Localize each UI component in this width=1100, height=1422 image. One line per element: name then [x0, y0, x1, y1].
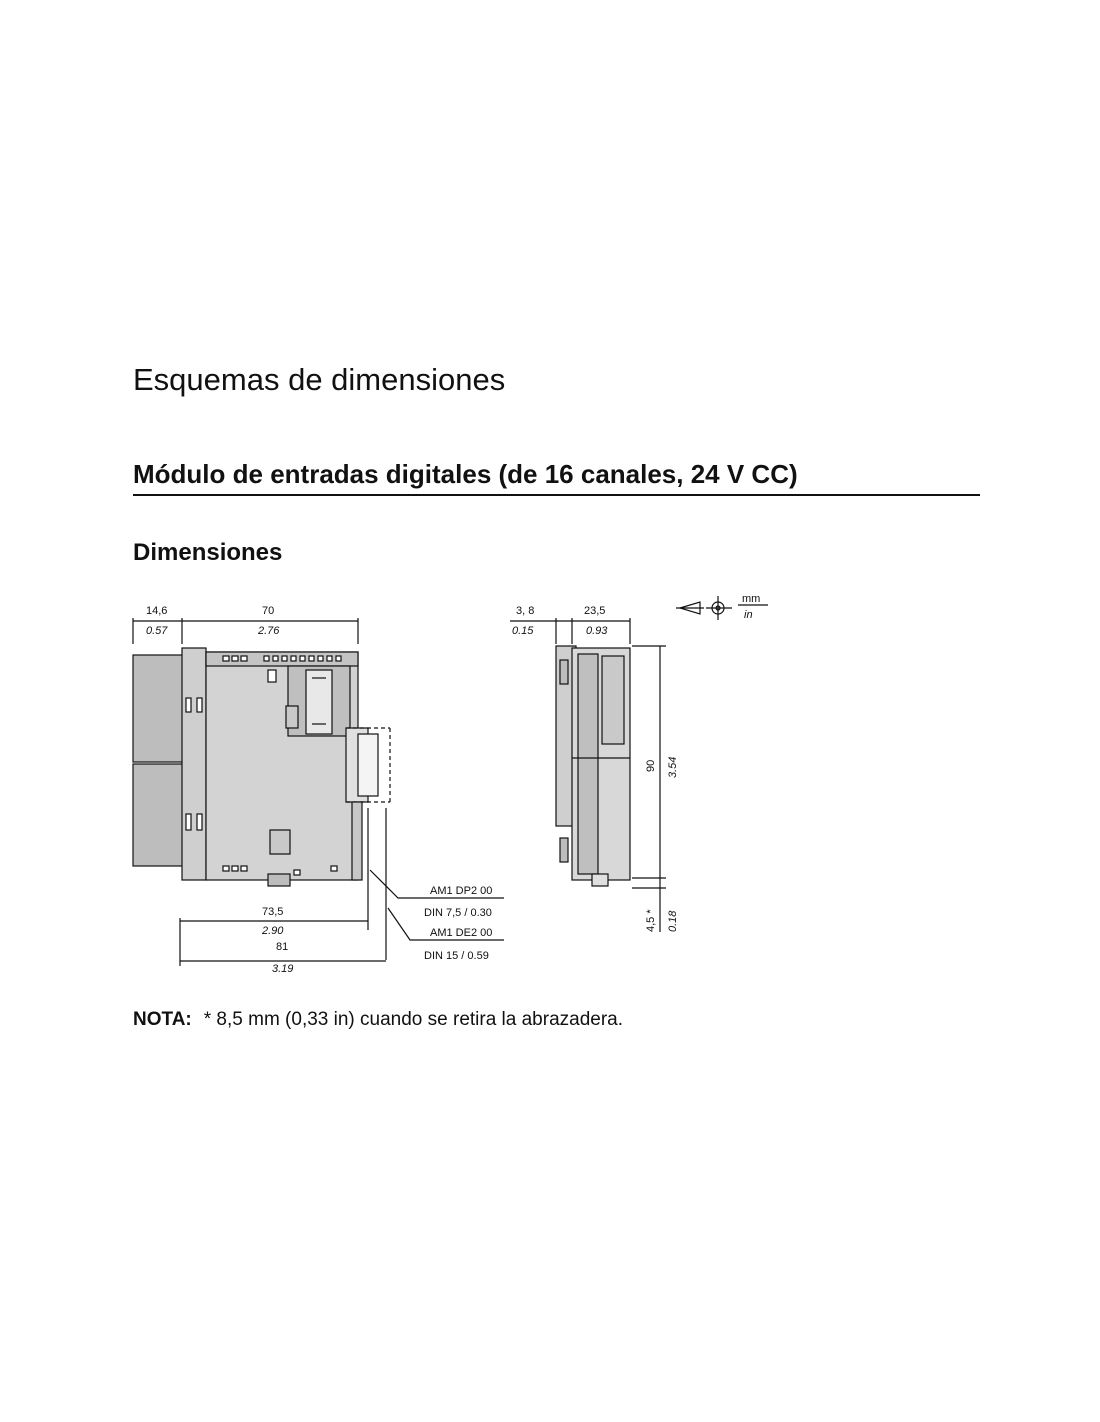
side-view-diagram — [556, 646, 630, 886]
callout-1-ref: AM1 DP2 00 — [430, 885, 493, 897]
dim-side-top-main-in: 0.93 — [586, 625, 608, 637]
dim-side-height-mm: 90 — [645, 759, 657, 772]
dim-side-top-left-in: 0.15 — [512, 625, 534, 637]
callout-1-din: DIN 7,5 / 0.30 — [424, 907, 492, 919]
dimension-drawing — [120, 588, 800, 988]
heading-rule — [133, 494, 980, 496]
callout-2-din: DIN 15 / 0.59 — [424, 950, 489, 962]
page-title: Esquemas de dimensiones — [133, 362, 506, 397]
front-view-diagram — [133, 648, 390, 886]
unit-top: mm — [742, 593, 761, 605]
dim-side-top-main-mm: 23,5 — [584, 605, 606, 617]
dim-front-bottom-1-mm: 73,5 — [262, 906, 284, 918]
dim-front-bottom-2-in: 3.19 — [272, 963, 294, 975]
note-label: NOTA: — [133, 1009, 192, 1030]
dim-side-bottom-in: 0.18 — [667, 910, 679, 932]
section-heading: Dimensiones — [133, 539, 283, 566]
note — [133, 1009, 623, 1031]
dim-side-top-left-mm: 3, 8 — [516, 605, 535, 617]
dim-side-bottom-mm: 4,5 * — [645, 909, 657, 932]
dim-front-top-main-mm: 70 — [262, 605, 275, 617]
module-heading: Módulo de entradas digitales (de 16 canales, 24 V CC) — [133, 459, 798, 489]
dim-side-height-in: 3.54 — [667, 756, 679, 778]
unit-bottom: in — [744, 609, 753, 621]
dim-front-top-left-mm: 14,6 — [146, 605, 168, 617]
callout-2-ref: AM1 DE2 00 — [430, 927, 493, 939]
dim-front-top-left-in: 0.57 — [146, 625, 168, 637]
dim-front-bottom-2-mm: 81 — [276, 941, 289, 953]
dim-front-top-main-in: 2.76 — [258, 625, 280, 637]
note-text: * 8,5 mm (0,33 in) cuando se retira la abrazadera. — [203, 1009, 624, 1030]
dim-front-bottom-1-in: 2.90 — [262, 925, 284, 937]
